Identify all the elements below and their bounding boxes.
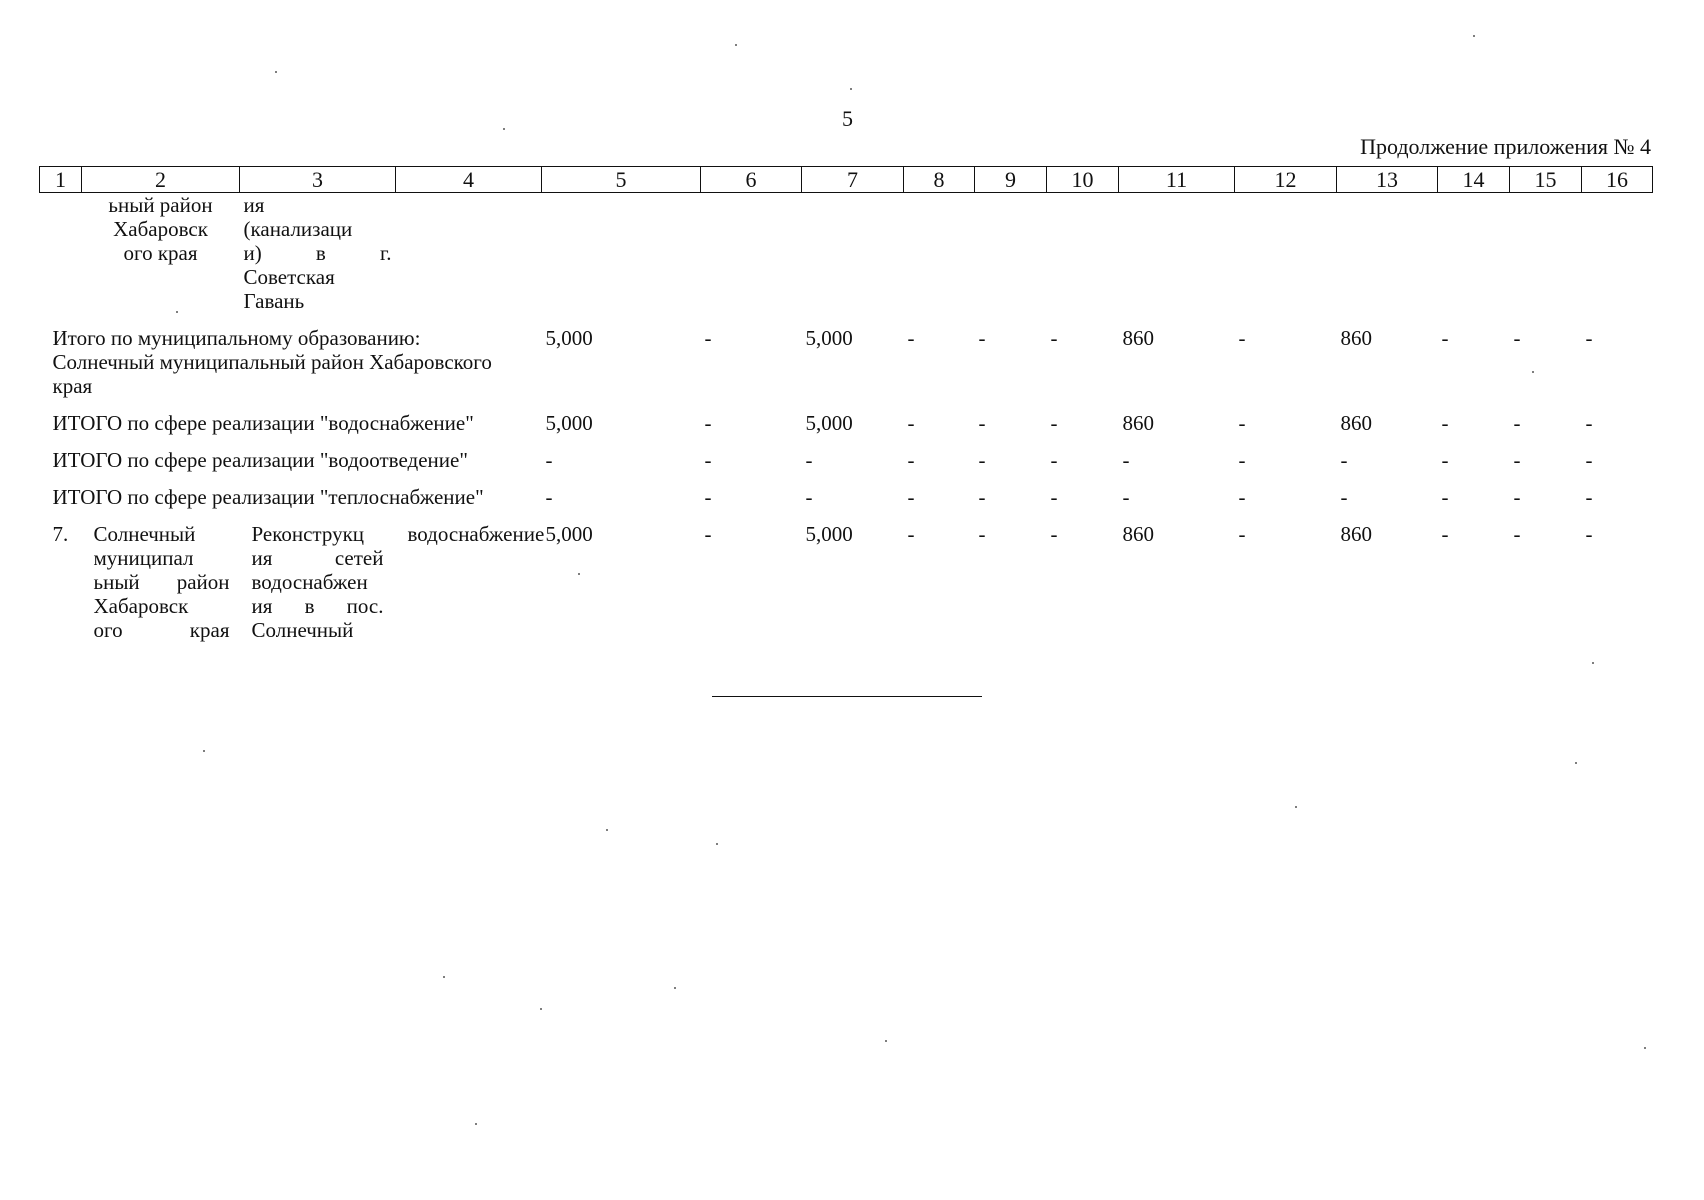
total-municipal-row (40, 326, 1653, 398)
value-col-6: - (704, 522, 712, 546)
value-col-11: - (1122, 485, 1130, 509)
text-line: ого края (123, 241, 198, 265)
value-col-16: - (1585, 485, 1593, 509)
value-col-8: - (907, 448, 915, 472)
column-number-8: 8 (904, 167, 975, 193)
value-col-12: - (1238, 411, 1246, 435)
carryover-row (40, 193, 1653, 314)
column-number-6: 6 (701, 167, 802, 193)
row7-municipality-cell (82, 522, 240, 642)
text-line: Итого по муниципальному образованию: (52, 326, 421, 350)
column-number-row (40, 167, 1653, 193)
text-line: и) в г. (243, 241, 392, 265)
total-heat-supply-row (40, 485, 1653, 509)
appendix-table (39, 166, 1653, 642)
value-col-11: 860 (1122, 411, 1154, 435)
value-col-6: - (704, 411, 712, 435)
value-col-5: 5,000 (545, 522, 593, 546)
value-col-11: 860 (1122, 326, 1154, 350)
value-col-16: - (1585, 448, 1593, 472)
column-number-15: 15 (1510, 167, 1582, 193)
value-col-12: - (1238, 326, 1246, 350)
column-number-3: 3 (240, 167, 396, 193)
text-line: ого края (93, 618, 230, 642)
text-line: (канализаци (243, 217, 353, 241)
carryover-object-cell (240, 193, 396, 314)
row-number: 7. (52, 522, 69, 546)
text-line: Хабаровск (113, 217, 208, 241)
text-line: Хабаровск (93, 594, 189, 618)
value-col-9: - (978, 485, 986, 509)
total-water-supply-label: ИТОГО по сфере реализации "водоснабжение" (52, 411, 474, 435)
text-line: муниципал (93, 546, 194, 570)
row7-object-lines (252, 522, 384, 642)
value-col-5: 5,000 (545, 411, 593, 435)
value-col-16: - (1585, 326, 1593, 350)
value-col-10: - (1050, 485, 1058, 509)
text-line: ьный район (108, 193, 213, 217)
text-line: Гавань (243, 289, 305, 313)
carryover-municipality-cell (82, 193, 240, 314)
column-number-13: 13 (1337, 167, 1438, 193)
value-col-10: - (1050, 448, 1058, 472)
text-line: водоснабжен (251, 570, 368, 594)
value-col-15: - (1513, 522, 1521, 546)
value-col-16: - (1585, 522, 1593, 546)
value-col-5: - (545, 448, 553, 472)
value-col-16: - (1585, 411, 1593, 435)
row7-sphere: водоснабжение (407, 522, 545, 546)
value-col-8: - (907, 522, 915, 546)
value-col-10: - (1050, 326, 1058, 350)
value-col-7: 5,000 (805, 522, 853, 546)
column-number-2: 2 (82, 167, 240, 193)
value-col-12: - (1238, 522, 1246, 546)
value-col-15: - (1513, 448, 1521, 472)
value-col-11: - (1122, 448, 1130, 472)
text-line: Советская (243, 265, 335, 289)
value-col-13: - (1340, 485, 1348, 509)
value-col-8: - (907, 326, 915, 350)
value-col-9: - (978, 448, 986, 472)
page-number: 5 (842, 106, 853, 131)
value-col-9: - (978, 522, 986, 546)
value-col-9: - (978, 326, 986, 350)
column-number-1: 1 (40, 167, 82, 193)
value-col-6: - (704, 326, 712, 350)
total-water-supply-row (40, 411, 1653, 435)
text-line: Реконструкц (251, 522, 365, 546)
value-col-5: 5,000 (545, 326, 593, 350)
value-col-11: 860 (1122, 522, 1154, 546)
value-col-13: - (1340, 448, 1348, 472)
value-col-14: - (1441, 485, 1449, 509)
value-col-13: 860 (1340, 326, 1372, 350)
value-col-7: 5,000 (805, 326, 853, 350)
carryover-object-lines (244, 193, 392, 313)
text-line: края (52, 374, 93, 398)
total-heat-supply-label: ИТОГО по сфере реализации "теплоснабжение" (52, 485, 484, 509)
value-col-8: - (907, 485, 915, 509)
column-number-7: 7 (802, 167, 904, 193)
value-col-7: - (805, 448, 813, 472)
value-col-14: - (1441, 448, 1449, 472)
column-number-9: 9 (975, 167, 1047, 193)
value-col-13: 860 (1340, 522, 1372, 546)
row7-object-cell (240, 522, 396, 642)
column-number-10: 10 (1047, 167, 1119, 193)
value-col-8: - (907, 411, 915, 435)
value-col-5: - (545, 485, 553, 509)
continuation-label: Продолжение приложения № 4 (1360, 134, 1651, 159)
value-col-9: - (978, 411, 986, 435)
object-row-7 (40, 522, 1653, 642)
total-sewerage-row (40, 448, 1653, 472)
value-col-15: - (1513, 411, 1521, 435)
value-col-14: - (1441, 411, 1449, 435)
text-line: Солнечный (251, 618, 354, 642)
value-col-14: - (1441, 326, 1449, 350)
value-col-12: - (1238, 448, 1246, 472)
value-col-6: - (704, 448, 712, 472)
column-number-4: 4 (396, 167, 542, 193)
value-col-13: 860 (1340, 411, 1372, 435)
value-col-10: - (1050, 522, 1058, 546)
column-number-5: 5 (542, 167, 701, 193)
value-col-7: - (805, 485, 813, 509)
text-line: ьный район (93, 570, 230, 594)
total-municipal-label (40, 326, 542, 398)
carryover-municipality-lines (86, 193, 236, 265)
text-line: ия (243, 193, 265, 217)
value-col-14: - (1441, 522, 1449, 546)
column-number-14: 14 (1438, 167, 1510, 193)
end-rule (712, 696, 982, 697)
total-municipal-label-lines (53, 326, 526, 398)
row7-municipality-lines (94, 522, 230, 642)
text-line: Солнечный (93, 522, 196, 546)
value-col-15: - (1513, 485, 1521, 509)
column-number-16: 16 (1582, 167, 1653, 193)
text-line: ия сетей (251, 546, 384, 570)
text-line: Солнечный муниципальный район Хабаровского (52, 350, 492, 374)
text-line: ия в пос. (251, 594, 384, 618)
value-col-6: - (704, 485, 712, 509)
value-col-15: - (1513, 326, 1521, 350)
column-number-11: 11 (1119, 167, 1235, 193)
total-sewerage-label: ИТОГО по сфере реализации "водоотведение" (52, 448, 468, 472)
column-number-12: 12 (1235, 167, 1337, 193)
value-col-7: 5,000 (805, 411, 853, 435)
value-col-10: - (1050, 411, 1058, 435)
value-col-12: - (1238, 485, 1246, 509)
